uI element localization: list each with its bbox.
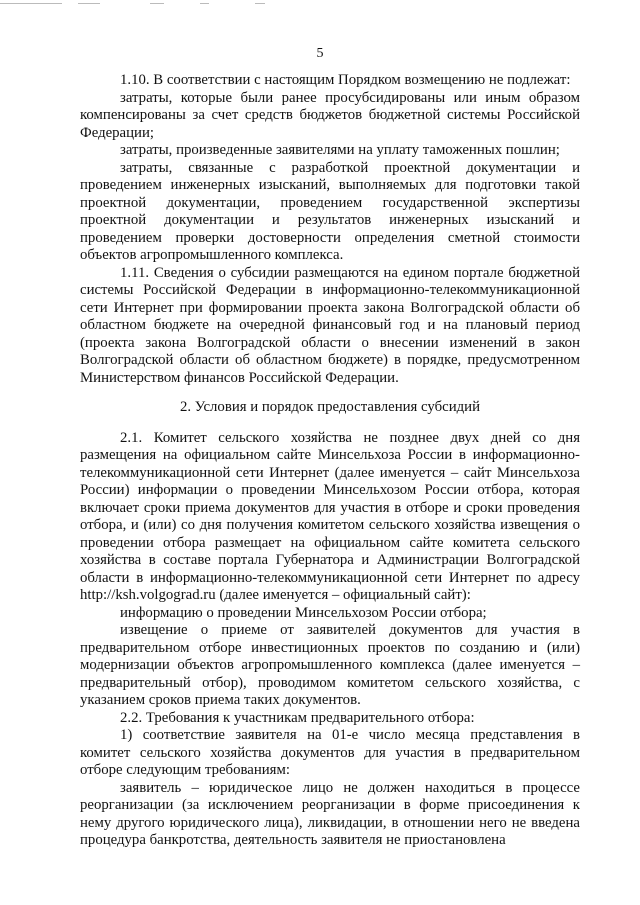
paragraph: 1.10. В соответствии с настоящим Порядком возмещению не подлежат: (120, 72, 571, 88)
paragraph: затраты, произведенные заявителями на уплату таможенных пошлин; (120, 142, 560, 158)
paragraph: 2.2. Требования к участникам предварительного отбора: (120, 709, 475, 726)
paragraph: информацию о проведении Минсельхозом России отбора; (120, 604, 487, 621)
paragraph: 1) соответствие заявителя на 01-е число месяца представления в комитет сельского хозяйства документов для участия в предварительном отборе следующим требованиям: (80, 727, 580, 778)
document-body (80, 72, 580, 850)
section-heading: 2. Условия и порядок предоставления субсидий (179, 399, 481, 415)
paragraph: заявитель – юридическое лицо не должен находиться в процессе реорганизации (за исключением реорганизации в форме присоединения к нему другого юридического лица), ликвидации, в отношении него не введена процедура банкротства, деятельность заявителя не приостановлена (80, 779, 580, 848)
paragraph: 1.11. Сведения о субсидии размещаются на едином портале бюджетной системы Российской Федерации в информационно-телекоммуникационной сети Интернет при формировании проекта закона Волгоградской области об областном бюджете на очередной финансовый год и на плановый период (проекта закона Волгоградской области о внесении изменений в закон Волгоградской области об областном бюджете) в порядке, предусмотренном Министерством финансов Российской Федерации. (80, 264, 580, 386)
paragraph: извещение о приеме от заявителей документов для участия в предварительном отборе инвестиционных проектов по созданию и (или) модернизации объектов агропромышленного комплекса (далее именуется – предварительный отбор), проводимом комитетом сельского хозяйства, с указанием сроков приема таких документов. (80, 622, 580, 708)
paragraph: затраты, связанные с разработкой проектной документации и проведением инженерных изысканий, выполняемых для подготовки такой проектной документации, проведением государственной экспертизы проектной документации и результатов инженерных изысканий и проведением проверки достоверности определения сметной стоимости объектов агропромышленного комплекса. (80, 159, 580, 263)
scan-edge-marks (0, 0, 300, 10)
paragraph: 2.1. Комитет сельского хозяйства не позднее двух дней со дня размещения на официальном сайте Минсельхоза России в информационно-телекоммуникационной сети Интернет (далее именуется – сайт Минсельхоза России) информации о проведении Минсельхозом России отбора, которая включает сроки приема документов для участия в отборе и сроки проведения отбора, и (или) со дня получения комитетом сельского хозяйства извещения о проведении отбора размещает на официальном сайте комитета сельского хозяйства в составе портала Губернатора и Администрации Волгоградской области в информационно-телекоммуникационной сети Интернет по адресу http://ksh.volgograd.ru (далее именуется – официальный сайт): (80, 429, 580, 603)
paragraph: затраты, которые были ранее просубсидированы или иным образом компенсированы за счет средств бюджетов бюджетной системы Российской Федерации; (80, 89, 580, 141)
page-number: 5 (316, 46, 324, 61)
